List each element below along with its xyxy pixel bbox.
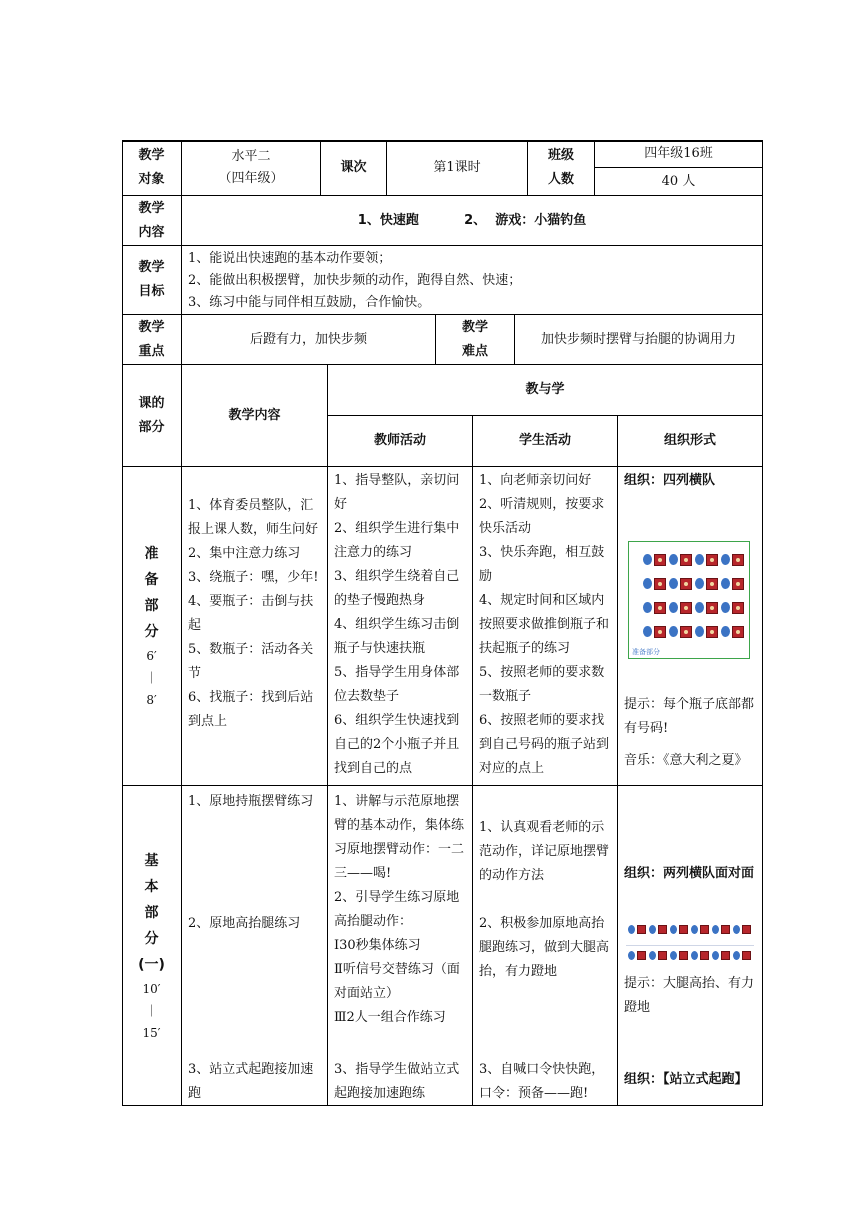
difficulty-value: 加快步频时摆臂与抬腿的协调用力 xyxy=(540,331,736,347)
prep-time: 6′ ｜ 8′ xyxy=(145,649,158,707)
formation-diagram xyxy=(628,541,750,659)
basic-tip: 提示：大腿高抬、有力蹬地 xyxy=(624,976,755,1015)
table-top-border xyxy=(122,140,763,142)
col-line xyxy=(514,314,515,365)
bottle-marker xyxy=(680,626,692,638)
object-value: 水平二 （四年级） xyxy=(218,149,284,186)
basic-part-label: 基 本 部 分 (一) xyxy=(138,852,165,973)
prep-part xyxy=(122,467,181,785)
table-right-border xyxy=(762,140,763,1106)
bottle-marker xyxy=(732,578,744,590)
basic-teacher-3: 3、指导学生做站立式起跑接加速跑练 xyxy=(334,1062,460,1101)
bottle-marker xyxy=(637,925,646,934)
basic-time: 10′ ｜ 15′ xyxy=(142,981,161,1040)
class-label: 班级 人数 xyxy=(547,148,574,187)
row-line xyxy=(122,466,763,467)
prep-teacher: 1、指导整队，亲切问好 2、组织学生进行集中注意力的练习 3、组织学生绕着自己的垫子慢跑热身 4、组织学生练习击倒瓶子与快速扶瓶 5、指导学生用身体部位去数垫子 6、组织学生快速找到自己的2个小瓶子并且找到自己的点 xyxy=(334,473,460,776)
row-line xyxy=(122,314,763,315)
org-header: 组织形式 xyxy=(663,433,716,448)
basic-org-title-2: 组织：【站立式起跑】 xyxy=(624,1072,748,1087)
basic-teacher-1: 1、讲解与示范原地摆臂的基本动作，集体练习原地摆臂动作：一二三——喝! 2、引导学生练习原地高抬腿动作： Ⅰ30秒集体练习 Ⅱ听信号交替练习（面对面站立） Ⅲ2人一组合作练习 xyxy=(334,794,465,1025)
bottle-marker xyxy=(679,925,688,934)
student-marker xyxy=(643,602,652,613)
student-marker xyxy=(628,925,635,934)
col-line xyxy=(386,140,387,196)
row-line xyxy=(327,415,763,416)
bottle-marker xyxy=(654,626,666,638)
prep-student: 1、向老师亲切问好 2、听清规则，按要求快乐活动 3、快乐奔跑，相互鼓励 4、规定时间和区域内按照要求做推倒瓶子和扶起瓶子的练习 5、按照老师的要求数一数瓶子 6、按照老师的要求找到自己号码的瓶子站到对应的点上 xyxy=(479,473,610,776)
student-marker xyxy=(695,602,704,613)
bottle-marker xyxy=(732,626,744,638)
content-label: 教学 内容 xyxy=(138,200,165,240)
student-marker xyxy=(733,951,740,960)
prep-content: 1、体育委员整队，汇报上课人数，师生问好 2、集中注意力练习 3、绕瓶子：嘿，少年! 4、要瓶子：击倒与扶起 5、数瓶子：活动各关节 6、找瓶子：找到后站到点上 xyxy=(188,498,319,729)
bottle-marker xyxy=(680,578,692,590)
lesson-value: 第1课时 xyxy=(433,160,481,175)
basic-part xyxy=(122,786,181,1105)
student-marker xyxy=(670,925,677,934)
teacher-header: 教师活动 xyxy=(373,433,426,448)
bottle-marker xyxy=(700,951,709,960)
bottle-marker xyxy=(742,925,751,934)
col-line xyxy=(527,140,528,196)
bottle-marker xyxy=(658,951,667,960)
key-point-value: 后蹬有力，加快步频 xyxy=(249,331,367,347)
student-header: 学生活动 xyxy=(518,433,571,448)
student-marker xyxy=(628,951,635,960)
bottle-marker xyxy=(654,554,666,566)
student-marker xyxy=(712,951,719,960)
row-line xyxy=(122,364,763,365)
prep-part-label: 准 备 部 分 xyxy=(144,546,159,640)
basic-content-1: 1、原地持瓶摆臂练习 xyxy=(188,794,314,809)
student-marker xyxy=(670,951,677,960)
basic-org-title: 组织：两列横队面对面 xyxy=(624,866,755,881)
row-line xyxy=(122,195,763,196)
content-value: 1、快速跑 2、 游戏：小猫钓鱼 xyxy=(357,212,587,228)
key-point-label: 教学 重点 xyxy=(138,319,165,359)
lesson-label: 课次 xyxy=(340,160,367,175)
bottle-marker xyxy=(742,951,751,960)
bottle-marker xyxy=(706,578,718,590)
class-name: 四年级16班 xyxy=(644,146,713,161)
bottle-marker xyxy=(654,602,666,614)
student-marker xyxy=(691,925,698,934)
goals-list: 1、能说出快速跑的基本动作要领； 2、能做出积极摆臂，加快步频的动作，跑得自然、快速； 3、练习中能与同伴相互鼓励，合作愉快。 xyxy=(188,251,522,310)
bottle-marker xyxy=(658,925,667,934)
prep-music: 音乐：《意大利之夏》 xyxy=(624,753,748,768)
row-line xyxy=(122,785,763,786)
basic-student-1: 1、认真观看老师的示范动作，详记原地摆臂的动作方法 xyxy=(479,820,610,883)
basic-content-3: 3、站立式起跑接加速跑 xyxy=(188,1062,314,1101)
student-marker xyxy=(721,602,730,613)
two-line-formation xyxy=(626,920,754,970)
part-header: 课的 部分 xyxy=(138,395,165,435)
student-marker xyxy=(695,554,704,565)
student-marker xyxy=(721,554,730,565)
student-marker xyxy=(643,626,652,637)
student-marker xyxy=(669,602,678,613)
bottle-marker xyxy=(706,602,718,614)
bottle-marker xyxy=(654,578,666,590)
content-header: 教学内容 xyxy=(228,407,281,423)
prep-organization xyxy=(618,467,762,785)
student-marker xyxy=(733,925,740,934)
row-line xyxy=(595,167,763,168)
basic-organization xyxy=(618,786,762,1105)
col-line xyxy=(472,415,473,1106)
goals-label: 教学 目标 xyxy=(138,260,165,299)
class-count: 40 人 xyxy=(661,173,696,189)
col-line xyxy=(594,140,595,196)
diagram-caption: 准备部分 xyxy=(632,648,660,656)
col-line xyxy=(320,140,321,196)
formation-divider xyxy=(626,945,754,946)
object-label: 教学 对象 xyxy=(138,148,165,187)
bottle-marker xyxy=(680,554,692,566)
bottle-marker xyxy=(721,951,730,960)
student-marker xyxy=(649,925,656,934)
student-marker xyxy=(669,554,678,565)
student-marker xyxy=(712,925,719,934)
table-left-border xyxy=(122,140,123,1106)
basic-content-2: 2、原地高抬腿练习 xyxy=(188,916,301,931)
prep-org-title: 组织：四列横队 xyxy=(624,473,716,488)
student-marker xyxy=(643,554,652,565)
bottle-marker xyxy=(700,925,709,934)
student-marker xyxy=(721,578,730,589)
table-bottom-border xyxy=(122,1105,763,1106)
student-marker xyxy=(669,626,678,637)
bottle-marker xyxy=(706,626,718,638)
student-marker xyxy=(669,578,678,589)
student-marker xyxy=(695,578,704,589)
bottle-marker xyxy=(679,951,688,960)
col-line xyxy=(327,364,328,1106)
bottle-marker xyxy=(732,602,744,614)
student-marker xyxy=(721,626,730,637)
bottle-marker xyxy=(680,602,692,614)
bottle-marker xyxy=(732,554,744,566)
bottle-marker xyxy=(637,951,646,960)
bottle-marker xyxy=(706,554,718,566)
row-line xyxy=(122,245,763,246)
bottle-marker xyxy=(721,925,730,934)
student-marker xyxy=(643,578,652,589)
col-line xyxy=(435,314,436,365)
teach-learn-header: 教与学 xyxy=(525,382,565,397)
col-line xyxy=(617,415,618,1106)
student-marker xyxy=(649,951,656,960)
student-marker xyxy=(695,626,704,637)
student-marker xyxy=(691,951,698,960)
prep-tip: 提示：每个瓶子底部都有号码! xyxy=(624,697,755,736)
difficulty-label: 教学 难点 xyxy=(461,319,488,359)
basic-student-3: 3、自喊口令快快跑，口令：预备——跑! xyxy=(479,1062,605,1101)
col-line xyxy=(181,140,182,1106)
basic-student-2: 2、积极参加原地高抬腿跑练习，做到大腿高抬，有力蹬地 xyxy=(479,916,610,979)
